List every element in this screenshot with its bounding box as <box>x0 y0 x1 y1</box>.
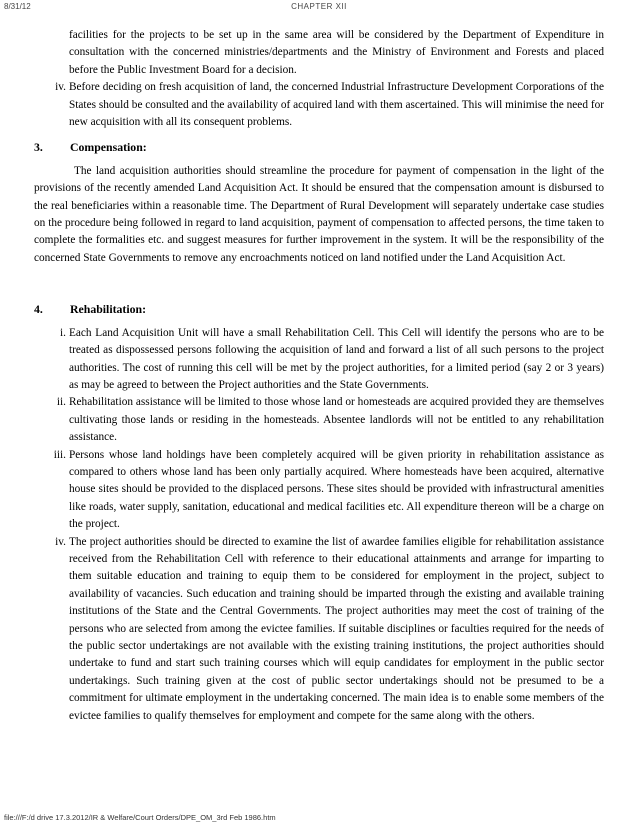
section-heading-compensation <box>34 139 604 156</box>
item-text: Persons whose land holdings have been completely acquired will be given priority in rehabilitation assistance as compared to others whose land has been only partially acquired. Where homesteads have been acquired, alternative house sites should be provided to the displaced persons. These sites should be provided with infrastructural amenities like roads, water supply, sanitation, educational and medical facilities etc. All expenditure thereon will be a charge on the project. <box>69 448 604 531</box>
item-number: iv. <box>55 535 66 548</box>
list-item <box>34 325 604 395</box>
section-title: Compensation: <box>70 140 147 155</box>
item-number: iv. <box>55 81 66 94</box>
list-item <box>34 79 604 131</box>
document-body <box>34 27 604 725</box>
item-text: Rehabilitation assistance will be limited to those whose land or homesteads are acquired provided they are themselves cultivating those lands or residing in the homesteads. Absentee landlords will not be entitled to any rehabilitation assistance. <box>69 396 604 444</box>
item-number: ii. <box>56 396 66 409</box>
section-heading-rehabilitation <box>34 301 604 318</box>
footer-file-path: file:///F:/d drive 17.3.2012/IR & Welfare/Court Orders/DPE_OM_3rd Feb 1986.htm <box>4 813 276 822</box>
item-text: Each Land Acquisition Unit will have a small Rehabilitation Cell. This Cell will identify the persons who are to be treated as dispossessed persons following the acquisition of land and forward a list of all such persons to the project authorities. The cost of running this cell will be met by the project authorities, for a limited period (say 2 or 3 years) as may be agreed to between the Project authorities and the State Governments. <box>69 326 604 391</box>
continuation-paragraph: facilities for the projects to be set up in the same area will be considered by the Department of Expenditure in consultation with the concerned ministries/departments and the Ministry of Environment and Forests and placed before the Public Investment Board for a decision. <box>69 29 604 76</box>
section-title: Rehabilitation: <box>70 302 147 317</box>
item-number: i. <box>60 326 66 339</box>
header-date: 8/31/12 <box>4 2 31 11</box>
item-text: Before deciding on fresh acquisition of land, the concerned Industrial Infrastructure Development Corporations of the States should be consulted and the availability of acquired land with them ascertained. This will minimise the need for new acquisition with all its consequent problems. <box>69 81 604 129</box>
item-number: iii. <box>53 448 66 461</box>
section-number: 3. <box>34 140 43 155</box>
compensation-paragraph: The land acquisition authorities should streamline the procedure for payment of compensation in the light of the provisions of the recently amended Land Acquisition Act. It should be ensured that the compensation amount is disbursed to the real beneficiaries within a reasonable time. The Department of Rural Development will separately undertake case studies on the procedure being followed in regard to land acquisition, payment of compensation to affected persons, the time taken to complete the formalities etc. and suggest measures for further improvement in the system. It will be the responsibility of the concerned State Governments to remove any encroachments noticed on land notified under the Land Acquisition Act. <box>34 164 604 264</box>
list-item <box>34 394 604 446</box>
header-title: CHAPTER XII <box>291 2 347 11</box>
list-item <box>34 447 604 534</box>
list-item <box>34 534 604 725</box>
section-number: 4. <box>34 302 43 317</box>
item-text: The project authorities should be directed to examine the list of awardee families eligible for rehabilitation assistance received from the Rehabilitation Cell with reference to their educational attainments and arrange for imparting to them suitable education and training to equip them to be considered for employment in the project, subject to availability of vacancies. Such education and training should be imparted through the existing and available training institutions of the State and the Central Governments. The project authorities may meet the cost of training of the persons who are selected from among the evictee families. If suitable disciplines or faculties required for the needs of the public sector undertakings are not available with the existing training institutions, the project authorities should undertake to fund and start such training courses which will equip candidates for employment in the public sector undertakings. Such training given at the cost of public sector undertakings should not be presumed to be a commitment for ultimate employment in the undertaking concerned. The main idea is to enable some members of the evictee families to qualify themselves for employment and compete for the same along with the others. <box>69 535 604 722</box>
